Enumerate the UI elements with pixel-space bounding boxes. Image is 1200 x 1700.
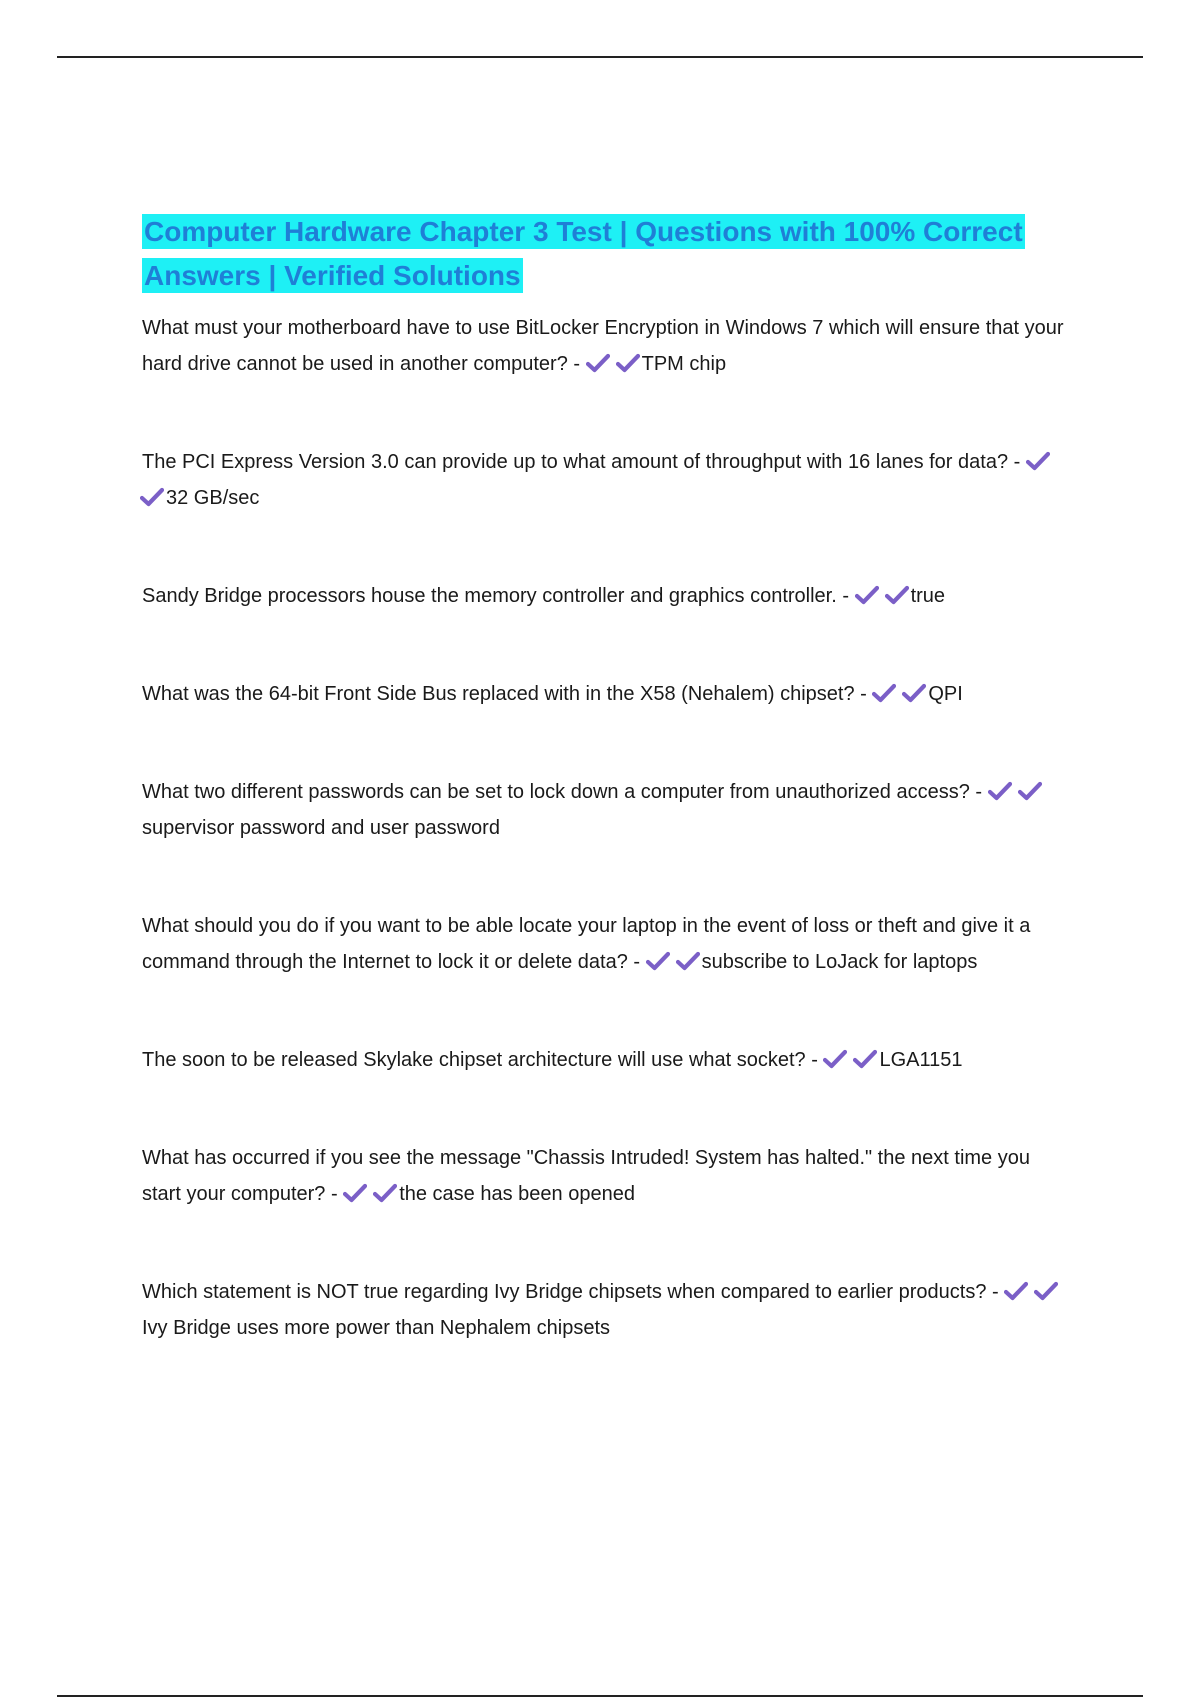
check-mark-icon bbox=[1026, 451, 1050, 471]
qa-item bbox=[142, 908, 1072, 980]
question-text: Sandy Bridge processors house the memory controller and graphics controller. - bbox=[142, 585, 850, 607]
question-text: The soon to be released Skylake chipset architecture will use what socket? - bbox=[142, 1049, 818, 1071]
check-mark-icon bbox=[853, 1049, 877, 1069]
answer-text: LGA1151 bbox=[879, 1049, 963, 1071]
question-text: What must your motherboard have to use BitLocker Encryption in Windows 7 which will ensure that your hard drive cannot be used in another computer? - bbox=[142, 317, 1064, 375]
title-highlight: Computer Hardware Chapter 3 Test | Questions with 100% Correct Answers | Verified Solutions bbox=[144, 216, 1023, 291]
header-rule bbox=[57, 56, 1143, 58]
check-mark-icon bbox=[140, 487, 164, 507]
qa-item bbox=[142, 774, 1072, 846]
qa-item bbox=[142, 1042, 1072, 1078]
check-mark-icon bbox=[646, 951, 670, 971]
question-answer-list bbox=[142, 310, 1072, 1346]
check-mark-icon bbox=[1018, 781, 1042, 801]
answer-text: true bbox=[910, 585, 946, 607]
check-mark-icon bbox=[855, 585, 879, 605]
qa-item bbox=[142, 444, 1072, 516]
answer-text: TPM chip bbox=[641, 353, 727, 375]
question-text: What has occurred if you see the message "Chassis Intruded! System has halted." the next time you start your computer? - bbox=[142, 1147, 1030, 1205]
question-text: Which statement is NOT true regarding Ivy Bridge chipsets when compared to earlier products? - bbox=[142, 1281, 999, 1303]
check-mark-icon bbox=[872, 683, 896, 703]
answer-text: 32 GB/sec bbox=[166, 487, 260, 509]
check-mark-icon bbox=[902, 683, 926, 703]
qa-item bbox=[142, 1140, 1072, 1212]
check-mark-icon bbox=[1034, 1281, 1058, 1301]
answer-text: the case has been opened bbox=[399, 1183, 635, 1205]
answer-text: Ivy Bridge uses more power than Nephalem chipsets bbox=[142, 1317, 611, 1339]
footer-rule bbox=[57, 1695, 1143, 1697]
check-mark-icon bbox=[586, 353, 610, 373]
document-title bbox=[142, 210, 1072, 298]
qa-item bbox=[142, 676, 1072, 712]
qa-item bbox=[142, 1274, 1072, 1346]
document-body bbox=[142, 210, 1072, 1346]
check-mark-icon bbox=[676, 951, 700, 971]
check-mark-icon bbox=[343, 1183, 367, 1203]
question-text: What should you do if you want to be able locate your laptop in the event of loss or theft and give it a command through the Internet to lock it or delete data? - bbox=[142, 915, 1031, 973]
check-mark-icon bbox=[885, 585, 909, 605]
answer-text: QPI bbox=[928, 683, 963, 705]
qa-item bbox=[142, 310, 1072, 382]
answer-text: subscribe to LoJack for laptops bbox=[701, 951, 978, 973]
check-mark-icon bbox=[1004, 1281, 1028, 1301]
check-mark-icon bbox=[988, 781, 1012, 801]
question-text: What two different passwords can be set to lock down a computer from unauthorized access? - bbox=[142, 781, 983, 803]
question-text: The PCI Express Version 3.0 can provide up to what amount of throughput with 16 lanes for data? - bbox=[142, 451, 1021, 473]
check-mark-icon bbox=[616, 353, 640, 373]
question-text: What was the 64-bit Front Side Bus replaced with in the X58 (Nehalem) chipset? - bbox=[142, 683, 867, 705]
check-mark-icon bbox=[373, 1183, 397, 1203]
answer-text: supervisor password and user password bbox=[142, 817, 500, 839]
qa-item bbox=[142, 578, 1072, 614]
check-mark-icon bbox=[823, 1049, 847, 1069]
